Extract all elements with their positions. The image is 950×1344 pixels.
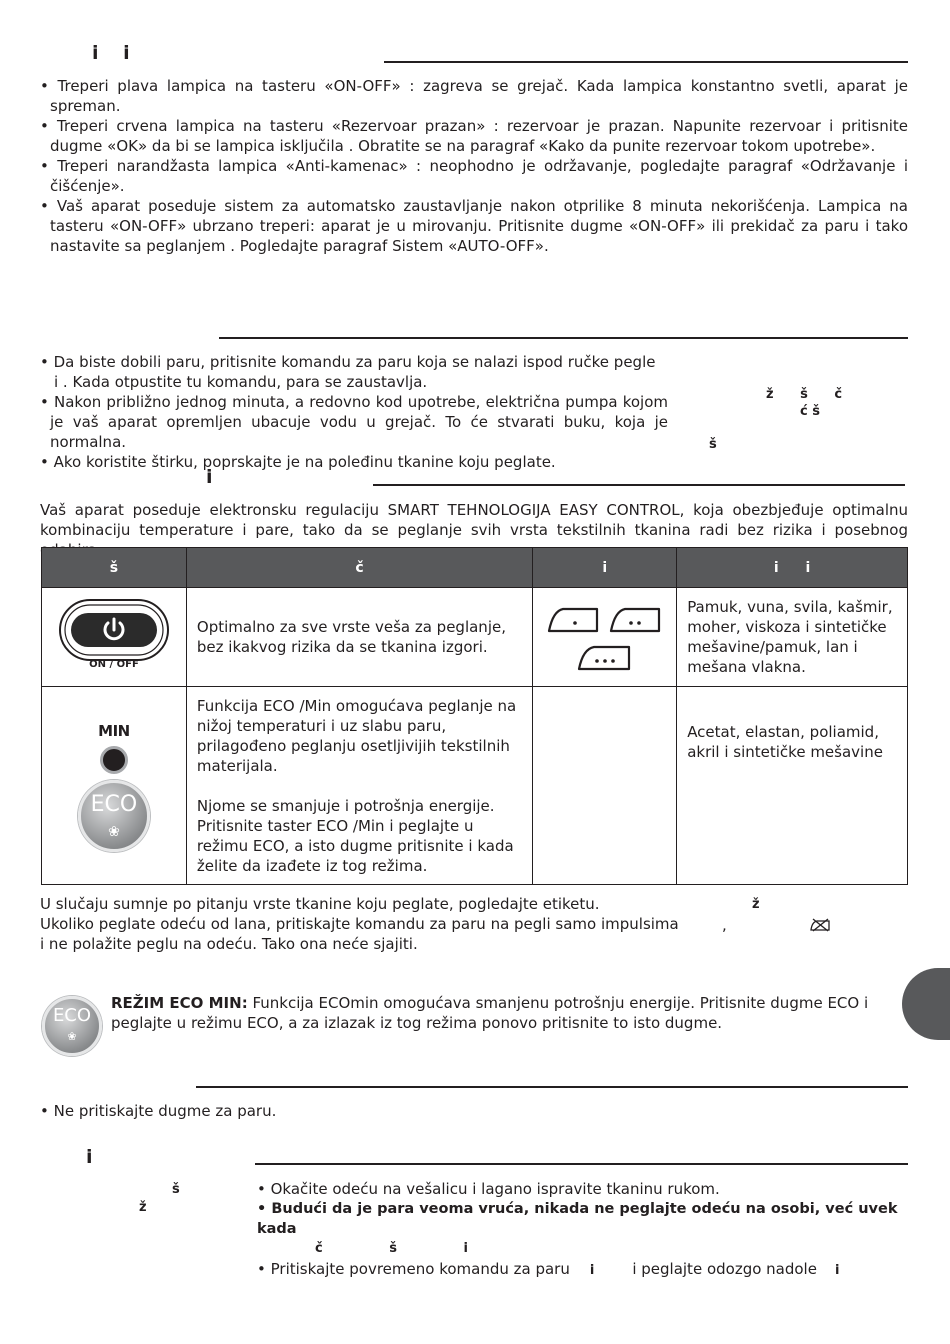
- row2-description-p1: Funkcija ECO /Min omogućava peglanje na nižoj temperaturi i uz slabu paru, prilagođeno peglanju osetljivijih tekstilnih materijala.: [196, 696, 517, 775]
- bullet-steam-command: • Da biste dobili paru, pritisnite komandu za paru koja se nalazi ispod ručke pegle: [40, 353, 656, 371]
- after-table-text: [40, 894, 680, 954]
- section2-rule: [219, 337, 908, 339]
- bullet-blue-lamp: • Treperi plava lampica na tasteru «ON-OFF» : zagreva se grejač. Kada lampica konstantno svetli, aparat je spreman.: [40, 77, 908, 115]
- bullet-orange-lamp: • Treperi narandžasta lampica «Anti-kamenac» : neophodno je održavanje, pogledajte paragraf «Održavanje i čišćenje».: [40, 157, 908, 195]
- side-fragment-2: ć š: [800, 404, 820, 419]
- iron-temperature-icons: [545, 597, 665, 673]
- section1-rule: [384, 61, 908, 63]
- table-row: [42, 687, 908, 885]
- label-advice: U slučaju sumnje po pitanju vrste tkanine koju peglate, pogledajte etiketu.: [40, 895, 600, 913]
- row2-description: [186, 687, 532, 885]
- row2-symbols-cell: [533, 687, 677, 885]
- bullet-starch: • Ako koristite štirku, poprskajte je na poleđinu tkanine koju peglate.: [40, 453, 556, 471]
- bullet-steam-periodic: [257, 1259, 908, 1281]
- section5-rule: [255, 1163, 908, 1165]
- header-col-1: š: [42, 548, 187, 588]
- header-col-3: i: [533, 548, 677, 588]
- section3-intro: Vaš aparat poseduje elektronsku regulaciju SMART TEHNOLOGIJA EASY CONTROL, koja obezbjeđuje optimalnu kombinaciju temperature i pare, tako da se peglanje svih vrsta tekstilnih tkanina radi bez rizika i posebnog: [40, 501, 908, 539]
- section5-side-fragment-2: ž: [139, 1200, 147, 1215]
- header-col-4: i i: [677, 548, 908, 588]
- bullet-auto-off: • Vaš aparat poseduje sistem za automatsko zaustavljanje nakon otprilike 8 minuta nekorišćenja. Lampica na tasteru «ON-OFF» ubrzano treperi: aparat je u mirovanju. Pritisnite dugme «ON-OFF» ili prekidač za paru i tako nastavite sa peglanjem . Pogledajte paragraf Sistem «AUTO-OFF».: [40, 197, 908, 255]
- eco-button-label: ECO: [90, 791, 138, 817]
- on-off-button-cell: [42, 588, 187, 687]
- section3-heading: i: [206, 466, 213, 488]
- steam-drops-icon: ❀: [108, 823, 120, 840]
- linen-advice-cont: i ne polažite peglu na odeću. Tako ona neće sjajiti.: [40, 935, 418, 953]
- iron-one-dot-icon: [549, 609, 597, 631]
- modes-table: [41, 547, 908, 885]
- bullet-steam-release: i . Kada otpustite tu komandu, para se zaustavlja.: [54, 373, 428, 391]
- section1-bullets: [40, 76, 908, 256]
- side-fragment-3: š: [709, 437, 717, 452]
- iron-symbols-cell: [533, 588, 677, 687]
- iron-two-dot-icon: [611, 609, 659, 631]
- bullet-steam-periodic-a: • Pritiskajte povremeno komandu za paru: [257, 1260, 570, 1278]
- on-off-button-frame: [59, 599, 169, 661]
- table-header-row: [42, 548, 908, 588]
- section4-bullet: • Ne pritiskajte dugme za paru.: [40, 1102, 277, 1120]
- row1-fabrics: Pamuk, vuna, svila, kašmir, moher, viskoza i sintetičke mešavine/pamuk, lan i mešana vlakna.: [677, 588, 908, 687]
- section5-bullets: [257, 1179, 908, 1281]
- bullet-red-lamp: • Treperi crvena lampica na tasteru «Rezervoar prazan» : rezervoar je prazan. Napunite rezervoar i pritisnite dugme «OK» da bi se lampica isključila . Obratite se na paragraf «Kako da punite rezervoar tokom upotrebe».: [40, 117, 908, 155]
- section1-heading: i i: [92, 42, 130, 64]
- bullet-steam-periodic-b: i peglajte odozgo nadole: [632, 1260, 817, 1278]
- bullet-steam-fragment-1: i: [589, 1263, 595, 1278]
- bullet-steam-fragment-2: i: [834, 1263, 840, 1278]
- section4-rule: [196, 1086, 908, 1088]
- row1-description: Optimalno za sve vrste veša za peglanje, bez ikakvog rizika da se tkanina izgori.: [186, 588, 532, 687]
- row2-fabrics: Acetat, elastan, poliamid, akril i sintetičke mešavine: [677, 687, 908, 885]
- section2-bullets: [40, 352, 668, 472]
- row2-description-p2: Njome se smanjuje i potrošnja energije. Pritisnite taster ECO /Min i peglajte u režimu ECO, a isto dugme pritisnite i kada želite da izađete iz tog režima.: [196, 796, 514, 875]
- header-col-2: č: [186, 548, 532, 588]
- eco-steam-drops-icon: ❀: [67, 1030, 77, 1043]
- on-off-label: ON / OFF: [89, 659, 139, 670]
- after-table-fragment-2: ,: [722, 916, 727, 934]
- after-table-fragment-1: ž: [752, 897, 760, 912]
- bullet-pump: • Nakon približno jednog minuta, a redovno kod upotrebe, električna pumpa kojom je vaš aparat opremljen ubacuje vodu u grejač. To će stvarati buku, koja je normalna.: [40, 393, 668, 451]
- eco-mode-icon: [42, 996, 102, 1056]
- linen-advice: Ukoliko peglate odeću od lana, pritiskajte komandu za paru na pegli samo impulsima: [40, 915, 679, 933]
- bullet-hanger: • Okačite odeću na vešalicu i lagano ispravite tkaninu rukom.: [257, 1180, 720, 1198]
- eco-button-icon: [78, 780, 150, 852]
- eco-mode-label: REŽIM ECO MIN:: [111, 994, 248, 1012]
- table-row: [42, 588, 908, 687]
- page-tab-marker: [902, 968, 950, 1040]
- eco-mode-icon-label: ECO: [52, 1005, 92, 1026]
- eco-min-button-cell: [42, 687, 187, 885]
- iron-three-dot-icon: [579, 647, 629, 669]
- eco-mode-text: Funkcija ECOmin omogućava smanjenu potrošnju energije. Pritisnite dugme ECO i peglajte u režimu ECO, a za izlazak iz tog režima ponovo pritisnite to isto dugme.: [111, 994, 869, 1032]
- section3-rule: [373, 484, 905, 486]
- min-label: MIN: [98, 721, 130, 740]
- section5-heading: i: [86, 1146, 93, 1168]
- no-steam-symbol-icon: [810, 918, 830, 932]
- side-fragment-1: ž š č: [766, 387, 843, 402]
- bullet-warning: • Budući da je para veoma vruća, nikada ne peglajte odeću na osobi, već uvek kada: [257, 1201, 898, 1237]
- min-indicator-light: [100, 746, 128, 774]
- eco-mode-paragraph: [111, 993, 908, 1033]
- on-off-button-illustration: [59, 599, 169, 675]
- bullet-warning-fragment: č š i: [315, 1241, 468, 1256]
- section5-side-fragment-1: š: [172, 1182, 180, 1197]
